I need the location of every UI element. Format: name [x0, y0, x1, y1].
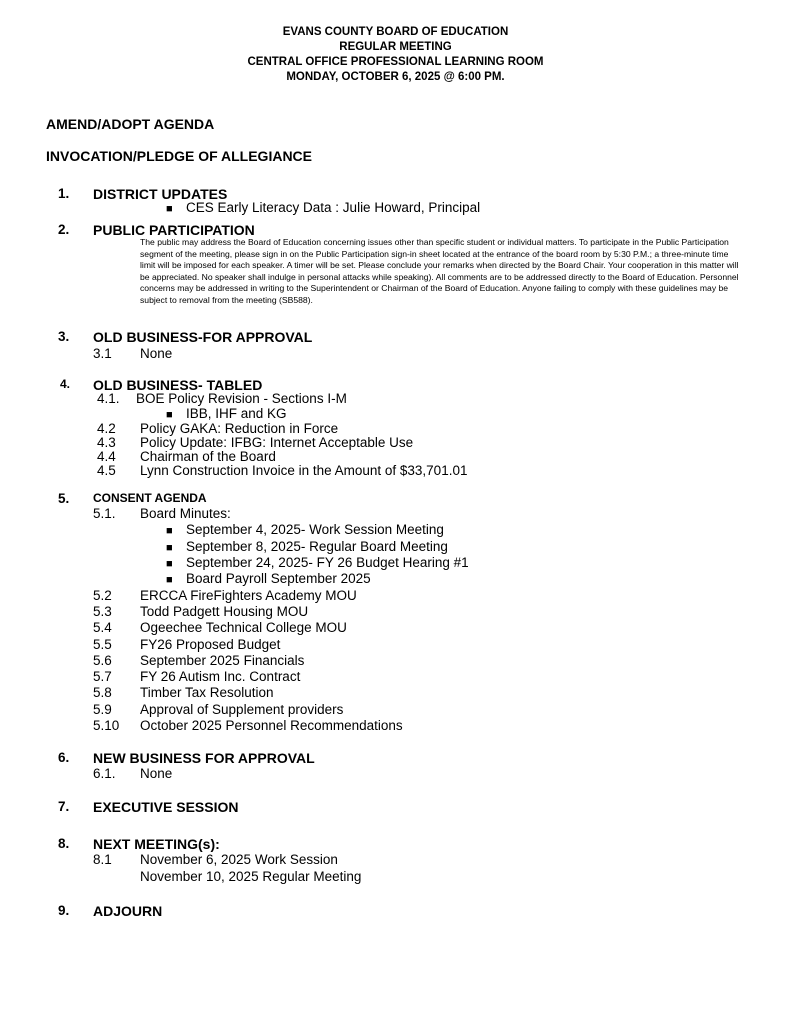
item-5-4-number: 5.4 [93, 620, 112, 635]
square-bullet-icon: ■ [166, 542, 173, 554]
item-5-1-number: 5.1. [93, 506, 116, 521]
section-3-title: OLD BUSINESS-FOR APPROVAL [93, 329, 313, 345]
section-2-number: 2. [58, 222, 70, 237]
item-3-1-text: None [140, 346, 173, 361]
item-5-7-number: 5.7 [93, 669, 112, 684]
item-5-9-text: Approval of Supplement providers [140, 702, 344, 717]
item-5-10-text: October 2025 Personnel Recommendations [140, 718, 403, 733]
section-3-number: 3. [58, 329, 70, 344]
item-3-1-number: 3.1 [93, 346, 112, 361]
item-5-2-number: 5.2 [93, 588, 112, 603]
section-2-title: PUBLIC PARTICIPATION [93, 222, 255, 238]
section-8-title: NEXT MEETING(s): [93, 836, 220, 852]
item-4-5-text: Lynn Construction Invoice in the Amount of $33,701.01 [140, 463, 468, 478]
header-line-2: REGULAR MEETING [339, 41, 452, 53]
item-5-8-number: 5.8 [93, 685, 112, 700]
item-5-4-text: Ogeechee Technical College MOU [140, 620, 347, 635]
item-4-1-text: BOE Policy Revision - Sections I-M [136, 391, 347, 406]
section-4-title: OLD BUSINESS- TABLED [93, 377, 263, 393]
square-bullet-icon: ■ [166, 574, 173, 586]
section-8-number: 8. [58, 836, 70, 851]
section-5-number: 5. [58, 491, 70, 506]
section-4-number: 4. [60, 377, 71, 391]
section-5-title: CONSENT AGENDA [93, 491, 207, 505]
item-4-1-sub-bullet: IBB, IHF and KG [186, 406, 287, 421]
minutes-bullet-4: Board Payroll September 2025 [186, 571, 371, 586]
item-5-9-number: 5.9 [93, 702, 112, 717]
square-bullet-icon: ■ [166, 558, 173, 570]
header-line-1: EVANS COUNTY BOARD OF EDUCATION [282, 26, 509, 38]
section-6-title: NEW BUSINESS FOR APPROVAL [93, 750, 315, 766]
item-5-5-number: 5.5 [93, 637, 112, 652]
item-4-2-text: Policy GAKA: Reduction in Force [140, 421, 339, 436]
minutes-bullet-3: September 24, 2025- FY 26 Budget Hearing #1 [186, 555, 469, 570]
section-6-number: 6. [58, 750, 70, 765]
section-1-bullet-text: CES Early Literacy Data : Julie Howard, Principal [186, 200, 481, 215]
square-bullet-icon: ■ [166, 203, 173, 215]
header-line-3: CENTRAL OFFICE PROFESSIONAL LEARNING ROOM [247, 56, 544, 68]
item-6-1-text: None [140, 766, 173, 781]
item-5-6-number: 5.6 [93, 653, 112, 668]
minutes-bullet-1: September 4, 2025- Work Session Meeting [186, 522, 444, 537]
section-1-number: 1. [58, 186, 70, 201]
item-4-3-number: 4.3 [97, 435, 116, 450]
item-5-1-text: Board Minutes: [140, 506, 231, 521]
item-4-2-number: 4.2 [97, 421, 116, 436]
item-5-5-text: FY26 Proposed Budget [140, 637, 281, 652]
item-4-5-number: 4.5 [97, 463, 116, 478]
square-bullet-icon: ■ [166, 525, 173, 537]
invocation-pledge: INVOCATION/PLEDGE OF ALLEGIANCE [46, 148, 313, 164]
item-5-10-number: 5.10 [93, 718, 120, 733]
item-8-1-line-1: November 6, 2025 Work Session [140, 852, 338, 867]
item-5-3-number: 5.3 [93, 604, 112, 619]
item-5-2-text: ERCCA FireFighters Academy MOU [140, 588, 357, 603]
section-9-title: ADJOURN [93, 903, 163, 919]
amend-adopt-agenda: AMEND/ADOPT AGENDA [46, 116, 215, 132]
item-5-7-text: FY 26 Autism Inc. Contract [140, 669, 301, 684]
item-8-1-line-2: November 10, 2025 Regular Meeting [140, 869, 362, 884]
item-5-3-text: Todd Padgett Housing MOU [140, 604, 309, 619]
section-7-title: EXECUTIVE SESSION [93, 799, 239, 815]
public-participation-text: The public may address the Board of Education concerning issues other than specific student or individual matters. To participate in the Public Participation segment of the meeting, please sign in on the Public Participation sign-in sheet located at the entrance of the board room by 5:30 P.M.; a three-minute time limit will be imposed for each speaker. A timer will be set. Please conclude your remarks when directed by the Board Chair. Your cooperation in this matter will be appreciated. No speaker shall indulge in personal attacks while speaking). All comments are to be addressed directly to the Board of Education. Personnel concerns may be addressed in writing to the Superintendent or Chairman of the Board of Education. Anyone failing to comply with these guidelines may be subject to removal from the meeting (SB588). [140, 237, 739, 305]
item-4-4-number: 4.4 [97, 449, 116, 464]
item-8-1-number: 8.1 [93, 852, 112, 867]
item-4-4-text: Chairman of the Board [140, 449, 276, 464]
item-5-8-text: Timber Tax Resolution [140, 685, 274, 700]
section-1-title: DISTRICT UPDATES [93, 186, 228, 202]
item-4-3-text: Policy Update: IFBG: Internet Acceptable Use [140, 435, 414, 450]
minutes-bullet-2: September 8, 2025- Regular Board Meeting [186, 539, 448, 554]
item-6-1-number: 6.1. [93, 766, 116, 781]
section-9-number: 9. [58, 903, 70, 918]
square-bullet-icon: ■ [166, 409, 173, 421]
header-line-4: MONDAY, OCTOBER 6, 2025 @ 6:00 PM. [286, 71, 505, 83]
section-7-number: 7. [58, 799, 70, 814]
item-5-6-text: September 2025 Financials [140, 653, 305, 668]
item-4-1-number: 4.1. [97, 391, 120, 406]
